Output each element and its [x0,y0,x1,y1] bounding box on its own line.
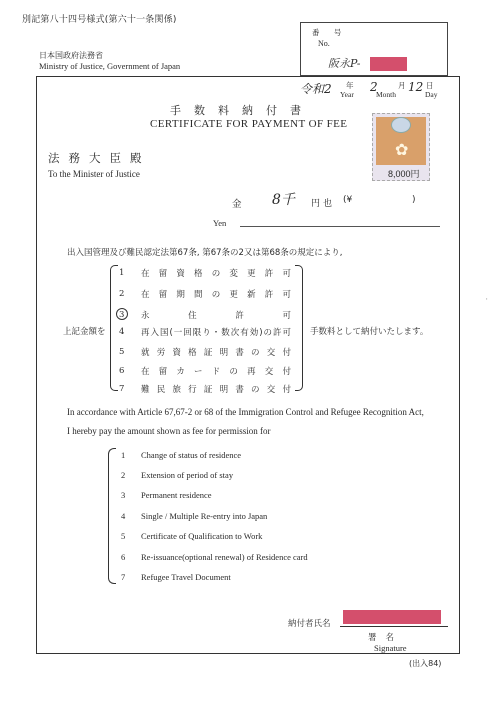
document-title-en: CERTIFICATE FOR PAYMENT OF FEE [150,118,348,130]
margin-mark: ' [486,298,488,305]
date-year-label-en: Year [340,90,354,99]
en-item-text: Refugee Travel Document [141,572,231,582]
date-month-handwritten: 2 [370,80,378,94]
revenue-stamp-emblem [391,117,411,133]
addressee-jp: 法務大臣殿 [48,151,151,165]
lead-text-right: 手数料として納付いたします。 [310,327,429,337]
en-item-number: 6 [121,552,126,562]
en-item-number: 3 [121,490,126,500]
jp-item-number: 4 [119,327,125,337]
en-item-number: 4 [121,511,126,521]
jp-item-number: 2 [119,289,125,299]
number-label-en: No. [318,39,330,48]
revenue-stamp-value: 8,000円 [388,169,420,179]
payer-name-redaction [343,610,441,624]
jp-item-number: 6 [119,366,125,376]
en-item-number: 7 [121,572,126,582]
jp-item-number: 7 [119,384,125,394]
en-item-text: Re-issuance(optional renewal) of Residence card [141,552,308,562]
amount-underline [240,226,440,227]
date-year-label-jp: 年 [346,81,354,90]
jp-item-number: 1 [119,268,125,278]
ministry-name-jp: 日本国政府法務省 [39,51,103,60]
jp-item-text: 在留期間の更新許可 [141,290,291,300]
signature-label-en: Signature [374,643,407,653]
payer-name-line [340,626,448,627]
amount-yen-label-en: Yen [213,218,227,228]
en-item-number: 2 [121,470,126,480]
signature-label-jp: 署名 [368,633,404,643]
law-text-jp: 出入国管理及び難民認定法第67条, 第67条の2又は第68条の規定により, [67,248,343,258]
amount-yen-label-jp: 円也 [311,199,336,209]
jp-item-number: 3 [119,310,125,320]
en-item-text: Extension of period of stay [141,470,234,480]
jp-item-text: 在留資格の変更許可 [141,269,291,279]
en-item-number: 5 [121,531,126,541]
date-day-label-jp: 日 [426,81,434,90]
amount-close-paren: ) [412,195,416,205]
ministry-name-en: Ministry of Justice, Government of Japan [39,61,181,71]
en-list-left-brace [108,448,116,584]
amount-handwritten: 8千 [272,192,295,208]
en-item-text: Change of status of residence [141,450,242,460]
date-day-label-en: Day [425,90,438,99]
en-item-text: Single / Multiple Re-entry into Japan [141,511,268,521]
document-title-jp: 手数料納付書 [170,104,314,117]
jp-list-right-brace [295,265,303,391]
jp-item-text: 再入国(一回限り・数次有効)の許可 [141,328,291,338]
addressee-en: To the Minister of Justice [48,169,140,179]
form-number: 別記第八十四号様式(第六十一条関係) [22,15,177,25]
jp-list-left-brace [110,265,118,391]
law-text-en-line-2: I hereby pay the amount shown as fee for permission for [67,426,271,436]
amount-yen-mark: (¥ [343,195,353,205]
en-item-text: Permanent residence [141,490,212,500]
number-handwritten-value: 阪永P- [328,57,361,70]
en-item-text: Certificate of Qualification to Work [141,531,263,541]
date-month-label-jp: 月 [398,81,406,90]
number-label-jp: 番 号 [312,28,348,37]
form-code: (出入84) [409,659,442,668]
lead-text-left: 上記金額を [63,327,106,337]
date-era-year-handwritten: 令和2 [300,82,332,96]
amount-kin-label: 金 [232,199,242,210]
jp-item-text: 永住許可 [141,311,291,321]
law-text-en-line-1: In accordance with Article 67,67-2 or 68 of the Immigration Control and Refugee Recognition Act, [67,407,424,417]
date-day-handwritten: 12 [408,80,424,94]
jp-item-text: 就労資格証明書の交付 [141,348,291,358]
flower-icon: ✿ [395,140,409,159]
payer-name-label: 納付者氏名 [288,619,331,629]
number-redaction [370,57,407,71]
jp-item-text: 在留カードの再交付 [141,367,291,377]
jp-item-number: 5 [119,347,125,357]
en-item-number: 1 [121,450,126,460]
date-month-label-en: Month [376,90,397,99]
jp-item-text: 難民旅行証明書の交付 [141,385,291,395]
